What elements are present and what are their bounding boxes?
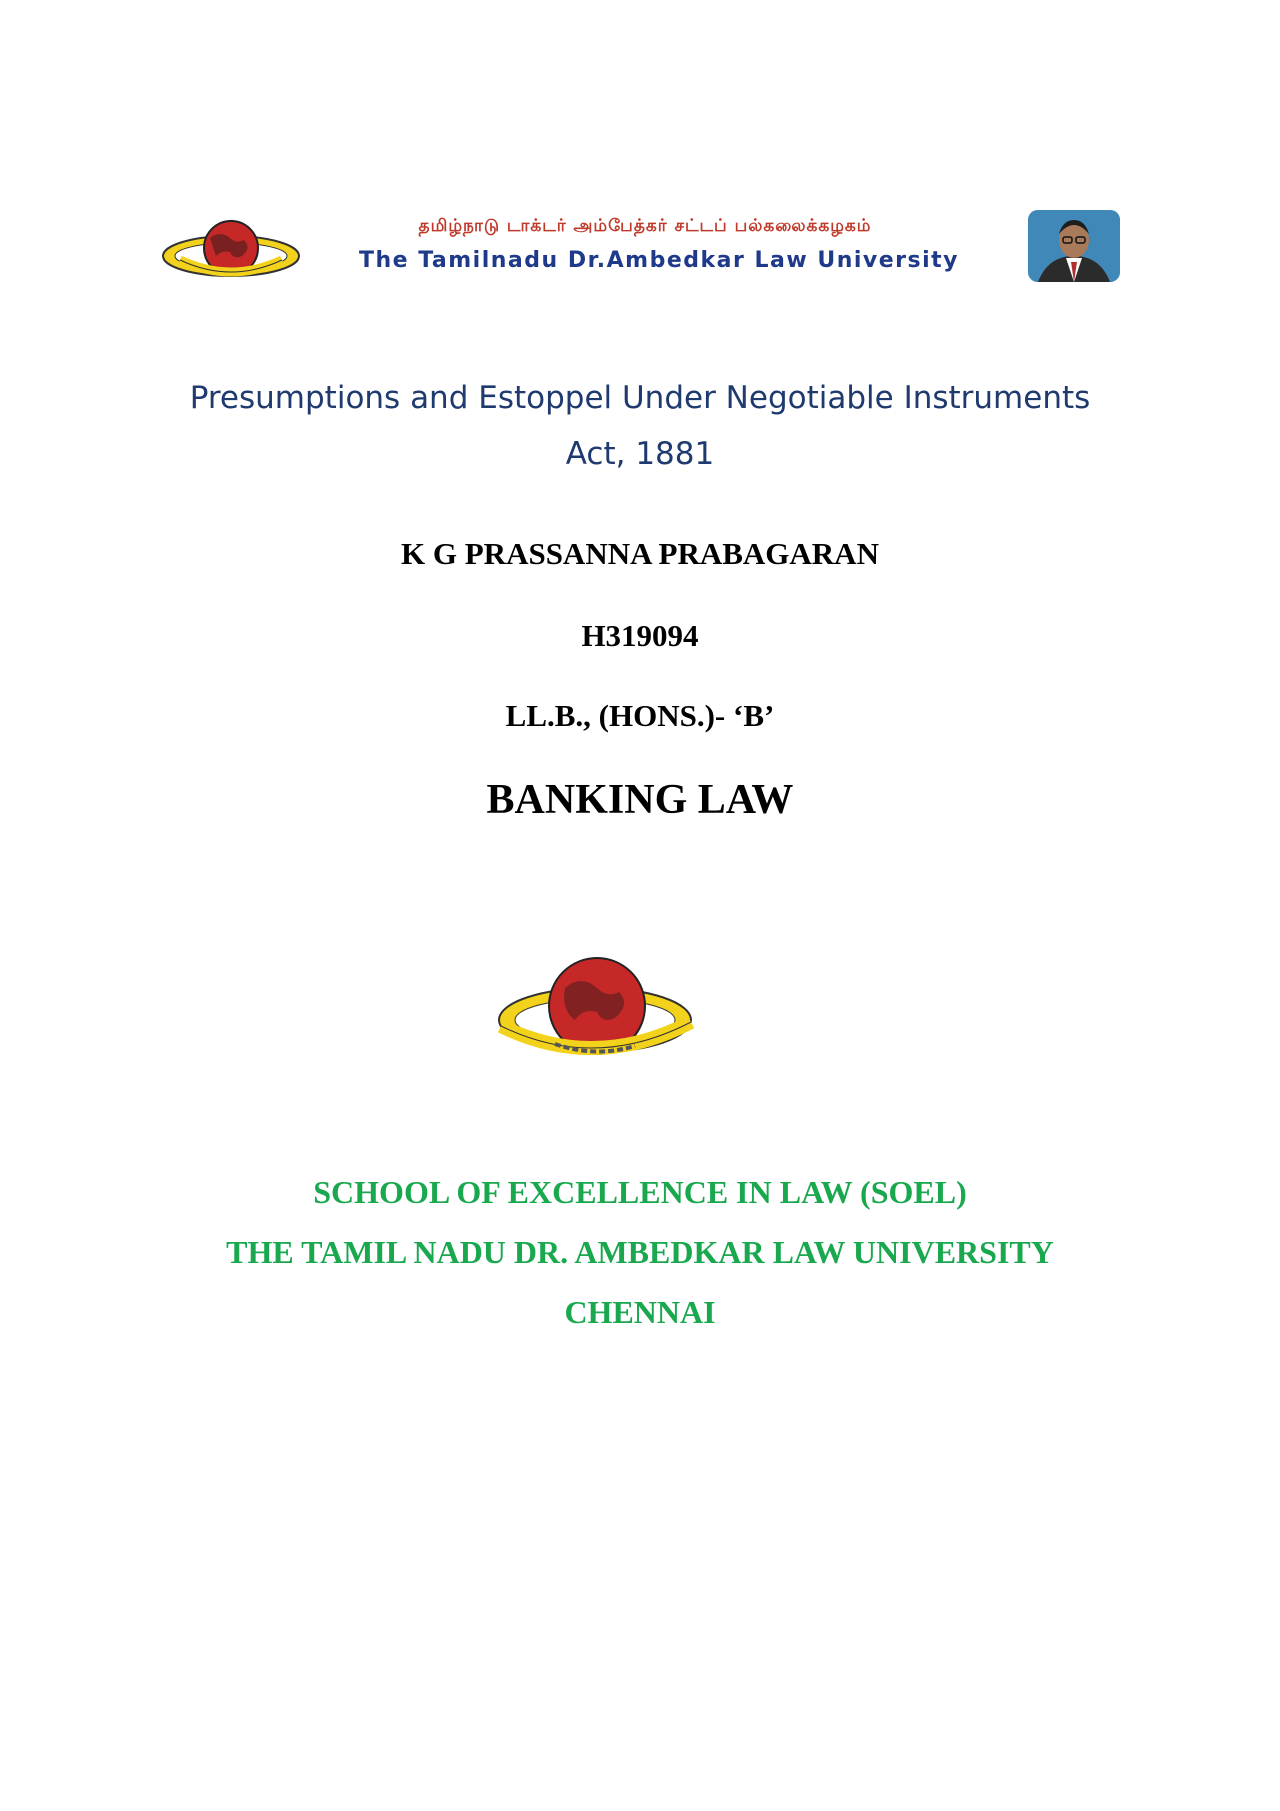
title-line-1: Presumptions and Estoppel Under Negotiable Instruments — [189, 380, 1091, 416]
banner-tamil-name: தமிழ்நாடு டாக்டர் அம்பேத்கர் சட்டப் பல்கலைக்கழகம் — [418, 216, 872, 236]
city-name: CHENNAI — [564, 1294, 716, 1330]
portrait-icon — [1028, 210, 1120, 282]
title-line-2: Act, 1881 — [565, 436, 715, 472]
school-name: SCHOOL OF EXCELLENCE IN LAW (SOEL) — [313, 1174, 967, 1210]
banner-english-name: The Tamilnadu Dr.Ambedkar Law University — [358, 248, 960, 273]
portrait-image — [1028, 210, 1120, 282]
university-name: THE TAMIL NADU DR. AMBEDKAR LAW UNIVERSITY — [226, 1234, 1054, 1270]
register-number: H319094 — [581, 618, 699, 653]
course-name: LL.B., (HONS.)- ‘B’ — [505, 698, 775, 733]
globe-ring-logo-icon — [160, 216, 302, 288]
document-title — [120, 370, 1160, 482]
subject-title: BANKING LAW — [486, 777, 794, 823]
university-banner — [160, 210, 1126, 292]
globe-ring-logo-icon — [495, 948, 695, 1072]
author-name: K G PRASSANNA PRABAGARAN — [401, 536, 879, 571]
